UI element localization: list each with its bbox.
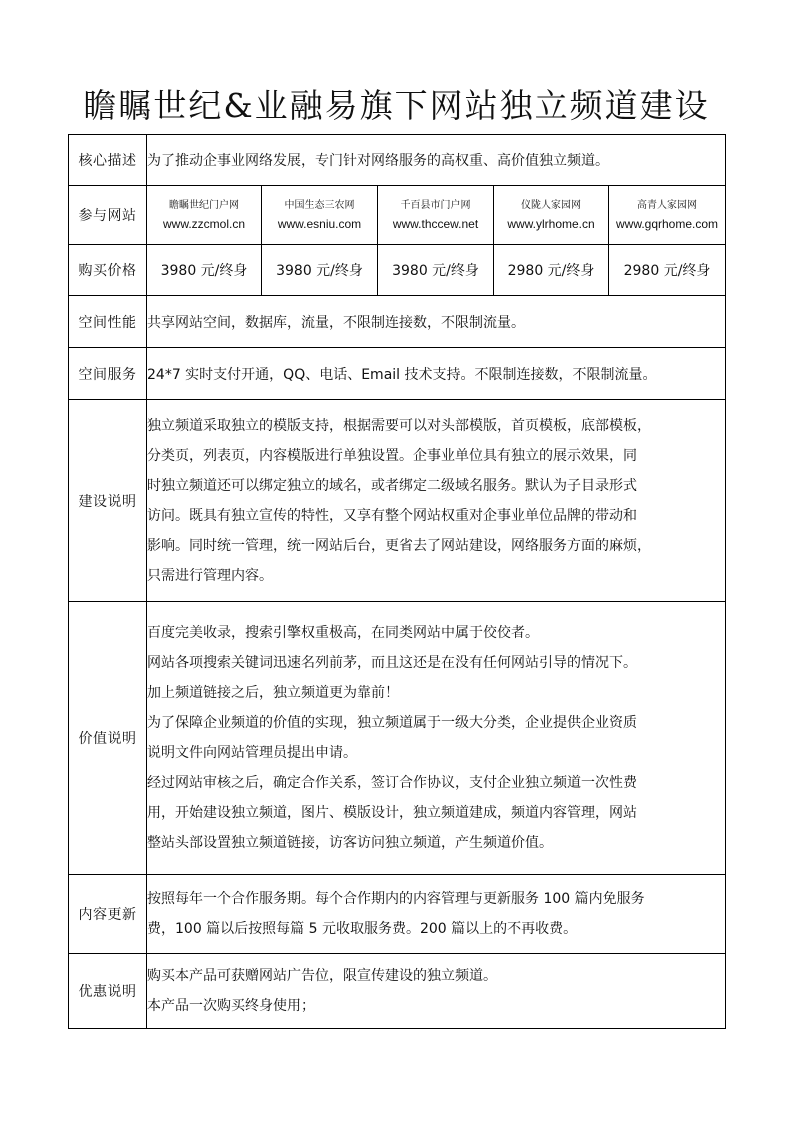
space-service-text: 24*7 实时支付开通，QQ、电话、Email 技术支持。不限制连接数，不限制流量。	[147, 348, 726, 400]
text-line: 按照每年一个合作服务期。每个合作期内的内容管理与更新服务 100 篇内免服务	[147, 891, 645, 907]
site-url: www.esniu.com	[277, 217, 362, 231]
site-cell	[147, 186, 262, 245]
site-cell	[262, 186, 378, 245]
row-core	[69, 135, 726, 186]
row-space-service	[69, 348, 726, 400]
channel-info-table	[68, 134, 726, 1029]
label-build: 建设说明	[69, 400, 147, 602]
text-line: 用，开始建设独立频道，图片、模版设计，独立频道建成，频道内容管理，网站	[147, 805, 637, 821]
text-line: 为了保障企业频道的价值的实现，独立频道属于一级大分类，企业提供企业资质	[147, 715, 637, 731]
site-name: 瞻瞩世纪门户网	[169, 200, 239, 211]
site-url: www.zzcmol.cn	[162, 217, 245, 231]
build-description	[147, 400, 726, 602]
text-line: 经过网站审核之后，确定合作关系，签订合作协议，支付企业独立频道一次性费	[147, 775, 637, 791]
text-line: 本产品一次购买终身使用；	[147, 998, 315, 1014]
site-url: www.ylrhome.cn	[507, 217, 595, 231]
text-line: 加上频道链接之后，独立频道更为靠前！	[147, 685, 399, 701]
row-build	[69, 400, 726, 602]
site-url: www.thccew.net	[392, 217, 479, 231]
update-description	[147, 875, 726, 954]
site-name: 仪陇人家园网	[521, 200, 581, 211]
site-cell	[378, 186, 494, 245]
text-line: 独立频道采取独立的模版支持，根据需要可以对头部模版，首页模板，底部模板，	[147, 417, 651, 434]
label-value: 价值说明	[69, 602, 147, 875]
price-cell: 2980 元/终身	[494, 245, 609, 296]
site-cell	[609, 186, 726, 245]
label-space-service: 空间服务	[69, 348, 147, 400]
row-space-performance	[69, 296, 726, 348]
price-cell: 3980 元/终身	[262, 245, 378, 296]
site-name: 中国生态三农网	[284, 200, 355, 211]
core-description: 为了推动企事业网络发展，专门针对网络服务的高权重、高价值独立频道。	[147, 135, 726, 186]
text-line: 时独立频道还可以绑定独立的域名，或者绑定二级域名服务。默认为子目录形式	[147, 477, 637, 494]
text-line: 访问。既具有独立宣传的特性，又享有整个网站权重对企事业单位品牌的带动和	[147, 507, 637, 524]
document-title: 瞻瞩世纪&业融易旗下网站独立频道建设	[83, 86, 710, 125]
text-line: 费，100 篇以后按照每篇 5 元收取服务费。200 篇以上的不再收费。	[147, 921, 578, 937]
discount-description	[147, 954, 726, 1029]
text-line: 说明文件向网站管理员提出申请。	[147, 745, 357, 761]
price-cell: 3980 元/终身	[378, 245, 494, 296]
label-discount: 优惠说明	[69, 954, 147, 1029]
price-cell: 2980 元/终身	[609, 245, 726, 296]
label-update: 内容更新	[69, 875, 147, 954]
site-url: www.gqrhome.com	[615, 217, 719, 231]
text-line: 整站头部设置独立频道链接，访客访问独立频道，产生频道价值。	[147, 835, 553, 851]
space-performance-text: 共享网站空间，数据库，流量，不限制连接数，不限制流量。	[147, 296, 726, 348]
text-line: 购买本产品可获赠网站广告位，限宣传建设的独立频道。	[147, 968, 497, 984]
label-core: 核心描述	[69, 135, 147, 186]
row-value	[69, 602, 726, 875]
value-description	[147, 602, 726, 875]
site-name: 高青人家园网	[637, 200, 698, 211]
text-line: 影响。同时统一管理，统一网站后台，更省去了网站建设，网络服务方面的麻烦，	[147, 537, 651, 554]
text-line: 分类页，列表页，内容模版进行单独设置。企事业单位具有独立的展示效果，同	[147, 447, 637, 464]
label-price: 购买价格	[69, 245, 147, 296]
label-sites: 参与网站	[69, 186, 147, 245]
price-cell: 3980 元/终身	[147, 245, 262, 296]
text-line: 百度完美收录，搜索引擎权重极高，在同类网站中属于佼佼者。	[147, 625, 539, 641]
row-price	[69, 245, 726, 296]
row-update	[69, 875, 726, 954]
row-sites	[69, 186, 726, 245]
text-line: 只需进行管理内容。	[147, 567, 273, 584]
row-discount	[69, 954, 726, 1029]
label-space-performance: 空间性能	[69, 296, 147, 348]
site-cell	[494, 186, 609, 245]
site-name: 千百县市门户网	[400, 200, 471, 211]
text-line: 网站各项搜索关键词迅速名列前茅，而且这还是在没有任何网站引导的情况下。	[147, 655, 637, 671]
